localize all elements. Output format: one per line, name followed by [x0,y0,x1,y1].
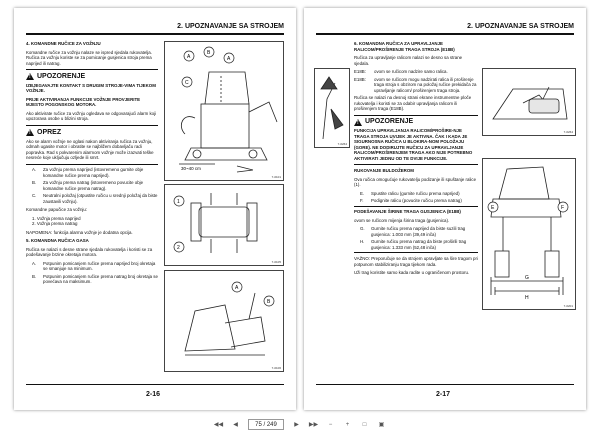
left-text-column [26,41,158,287]
zoom-out-icon[interactable]: − [328,421,333,428]
first-page-icon[interactable]: ◀◀ [213,422,224,428]
excavator-controls-figure [164,41,284,181]
figure-code: 7-0105 [271,260,281,264]
callout-a: A [187,54,191,60]
left-page [14,8,296,410]
paragraph: Uži trag koristite samo kada radite u ograničenom prostoru. [354,270,470,276]
divider [354,252,478,253]
section-title: PODEŠAVANJE ŠIRINE TRAGA GUSJENICA (E18B) [354,209,461,215]
warning-icon [354,119,362,126]
travel-pedals-figure [164,184,284,266]
warning-heading [354,118,478,126]
warning-text: PRIJE AKTIVIRANJA FUNKCIJE VOŽNJE PROVJERITE MJESTO POGONSKOG MOTORA. [26,96,141,108]
list-item: A. Potpunim pomicanjem ručice prema naprijed broj okretaja se smanjuje na minimum. [32,260,156,272]
paragraph: Komandne ručice za vožnju nalaze se ispred sjedala rukovatelja. Ručica za vožnju koriste se za pomicanje gusjenica stroja prema naprijed ili natrag. [26,49,152,66]
section-title: 6. KOMANDNA RUČICA ZA UPRAVLJANJE RALICOM/PROŠIRENJE TRAGA STROJA (E18B) [354,41,455,52]
viewer-toolbar [0,416,600,433]
list-item: 1. Vožnja prema naprijed [32,215,81,221]
list-item: F. Podignite ralicu (povucite ručicu prema natrag) [360,198,462,204]
list-item: B. Potpunim pomicanjem ručice prema natrag broj okretaja se povećava na maksimum. [32,273,158,285]
excavator-drawing [165,42,283,180]
page-header: 2. UPOZNAVANJE SA STROJEM [177,23,284,30]
dozer-lever-figure [482,68,576,136]
important-note: VAŽNO: Preporučuje se da strojem upravljate sa šire tragom pri potpunom stabiliziranju traga tijekom rada. [354,256,478,267]
figure-code: 7-0106 [271,366,281,370]
track-width-figure [482,158,576,310]
blade-lever-figure [314,68,350,148]
throttle-drawing [165,271,283,371]
divider [354,115,478,116]
footer-rule [316,384,574,385]
dimension-label: 30~40 cm [181,166,201,171]
figure-code: 7-0264 [563,130,573,134]
chevron-right-icon[interactable]: ▶ [294,422,299,428]
paragraph: ovom se ručicom mijenja širina traga (gusjenica). [354,217,450,223]
caution-heading [26,129,158,137]
warning-icon [26,73,34,80]
warning-text: IZBJEGAVAJTE KONTAKT S DRUGIM STROJE-VIMA TIJEKOM VOŽNJE. [26,82,156,94]
list-item: E18B: ovom se ručicom nadzire samo ralica. [354,69,448,74]
list-item: E18B: ovom se ručicom mogu nadzirati ralica ili proširenje traga stroja s obzirom na položaj ručice prekidača za upravljanje ralicom/ proširenjem traga stroja. [354,76,477,93]
lever-drawing [315,69,349,147]
callout-b: B [207,50,211,56]
throttle-figure [164,270,284,372]
right-page [304,8,586,410]
callout-a: A [235,285,239,291]
list-item: C. Neutralni položaj (otpustite ručicu u srednji položaj da biste zaustavili vožnju). [32,193,158,204]
divider [26,125,158,126]
note-text: NAPOMENA: funkcija alarma vožnje je dodatna opcija. [26,229,133,235]
list-item: G. Gurnite ručicu prema naprijed da biste suzili trag gusjenica: 1.003 mm (39,49 inča) [360,226,466,237]
caution-icon [26,129,34,136]
right-text-column [354,41,478,279]
section-title: RUKOVANJE BULDOŽEROM [354,168,414,174]
dimension-h: H [525,295,529,301]
divider [354,206,478,207]
divider [354,164,478,165]
header-rule [26,33,284,35]
page-indicator [248,419,284,430]
paragraph: Ova ručica omogućuje rukovatelju podizanje ili spuštanje ralice (1). [354,176,477,188]
paragraph: Komandne papučice za vožnju: [26,207,88,213]
footer-rule [26,384,284,385]
figure-code: 7-0201 [563,304,573,308]
list-item: A. Za vožnju prema naprijed (istovremeno gurnite obje komandne ručice prema naprijed). [32,167,144,178]
list-item: H. Gurnite ručicu prema natrag da biste proširili trag gusjenica: 1.333 mm (52,48 inča) [360,239,467,250]
header-rule [316,33,574,35]
pedal-drawing [165,185,283,265]
page-input[interactable]: 75 / 249 [248,419,284,430]
page-number: 2-16 [146,391,161,398]
list-item: E. Spustite ralicu (gurnite ručicu prema naprijed) [360,190,460,196]
warning-title: UPOZORENJE [37,72,86,80]
warning-text: FUNKCIJA UPRAVLJANJA RALICOM/PROŠIRE-NJE TRAGA STROJA UVIJEK JE AKTIVNA. ČAK I KADA JE SIGURNOSNA RUČICA U BLOKIRA-NOM POLOŽAJU (GORE). NE DODIRUJTE RUČICU ZA UPRAVLJANJE RALICOM/PROŠIRENJEM TRAGA AKO NIJE POTREBNO AKTIVIRATI JEDNU OD TE DVIJE FUNKCIJE. [354,128,473,161]
paragraph: Ručica za upravljanje ralicom nalazi se desno sa strane sjedala. [354,55,463,66]
divider [26,69,158,70]
track-width-drawing [483,159,575,309]
paragraph: Ručica se nalazi na desnoj strani ekrane instrumentne ploče rukovatelja i koristi se za odabir upravljanja ralicom ili proširenjem traga (E18B). [354,95,472,111]
callout-1: 1 [177,199,180,205]
dozer-lever-drawing [483,69,575,135]
fullscreen-icon[interactable]: ▣ [378,422,385,428]
figure-code: 7-0264 [337,142,347,146]
section-title: 5. KOMANDNA RUČICA GASA [26,238,89,244]
callout-b: B [267,299,271,305]
fit-page-icon[interactable]: □ [362,421,367,428]
caution-text: Ako se alarm vožnje ne oglasi nakon aktiviranja ručica za vožnju, odmah ugasite motor i obratite se najbližem dobavljaču radi popravka. Rad s pokvarenim alarmom vožnje može izazvati teške nesreće koje uključuju ozljede ili smrt. [26,138,154,161]
callout-f: F [561,205,565,211]
list-item: 2. Vožnja prema natrag [32,221,78,227]
warning-title: UPOZORENJE [365,118,414,126]
dimension-g: G [525,275,529,281]
list-item: B. Za vožnju prema natrag (istovremeno povucite obje komandne ručice prema natrag). [32,180,144,191]
page-header: 2. UPOZNAVANJE SA STROJEM [467,23,574,30]
paragraph: Ako aktivirate ručice za vožnju ogledava se odgovarajući alarm koji upozorava osobe u blizini stroja. [26,110,157,122]
zoom-in-icon[interactable]: + [345,421,350,428]
caution-title: OPREZ [37,128,62,136]
callout-c: C [185,80,189,86]
callout-2: 2 [177,245,180,251]
figure-code: 7-0101 [271,175,281,179]
callout-e: E [491,205,495,211]
section-title: 4. KOMANDNE RUČICE ZA VOŽNJU [26,41,101,46]
divider [26,164,158,165]
warning-heading [26,73,158,81]
paragraph: Ručica se nalazi s desne strane sjedala rukovatelja i koristi se za podešavanje brzine okretaja motora. [26,246,153,258]
last-page-icon[interactable]: ▶▶ [308,422,319,428]
page-number: 2-17 [436,391,451,398]
chevron-left-icon[interactable]: ◀ [233,422,238,428]
callout-a2: A [227,56,231,62]
